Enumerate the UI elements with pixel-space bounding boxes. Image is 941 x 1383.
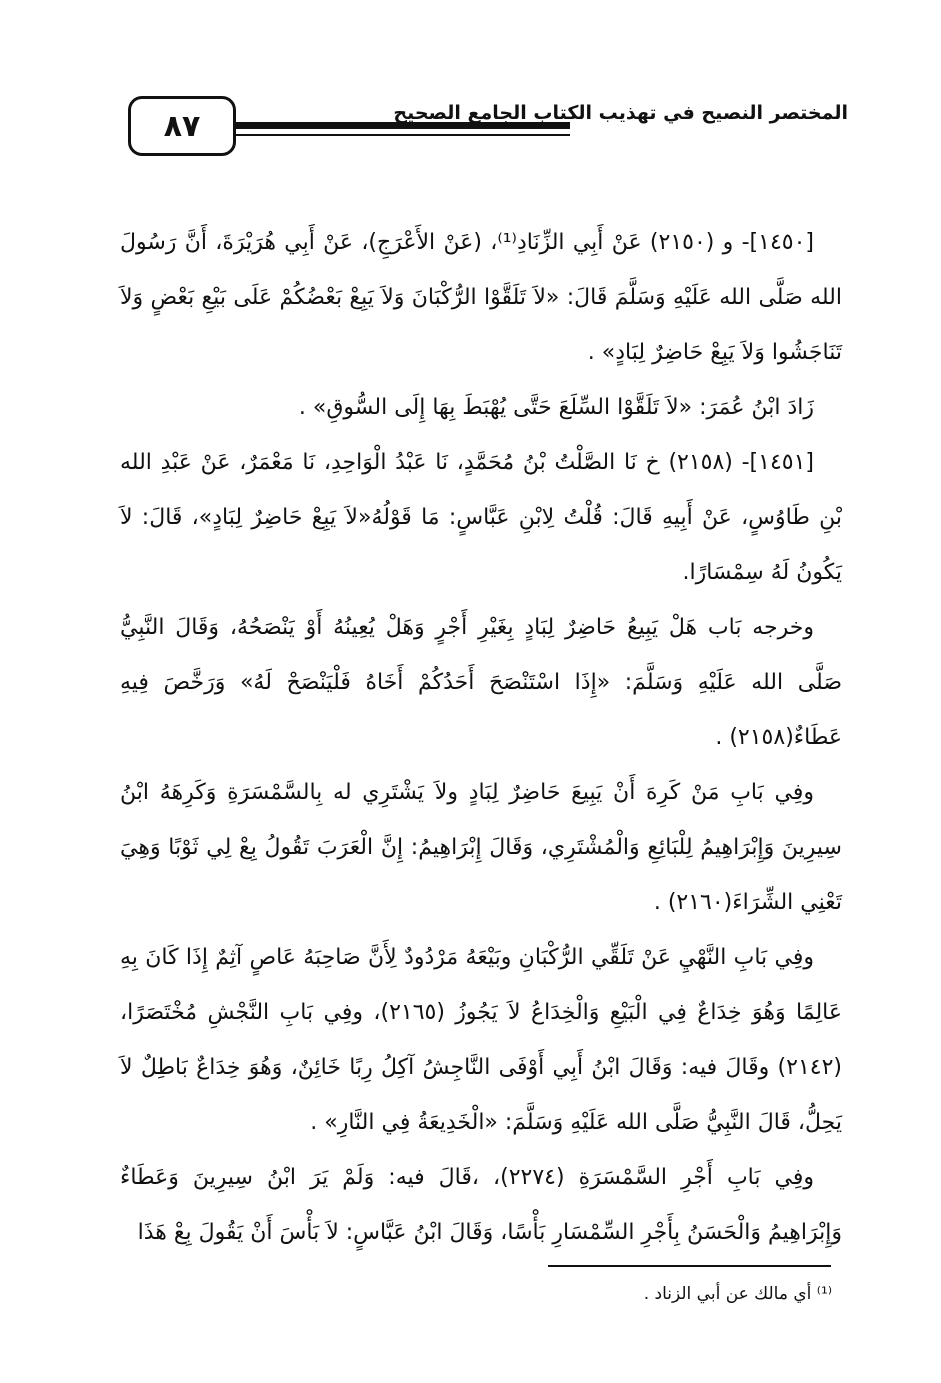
main-text [120, 215, 842, 1260]
page-number-box [128, 96, 236, 156]
footnote: ⁽¹⁾ أي مالك عن أبي الزناد . [643, 1284, 832, 1304]
paragraph-ibn-umar-addition: زَادَ ابْنُ عُمَرَ: «لاَ تَلَقَّوْا السِّلَعَ حَتَّى يُهْبَطَ بِهَا إِلَى السُّوقِ» . [298, 395, 814, 420]
paragraph-hadith-1450: [١٤٥٠]- و (٢١٥٠) عَنْ أَبِي الزِّنَادِ⁽¹⁾، (عَنْ الأَعْرَجِ)، عَنْ أَبِي هُرَيْرَةَ، أَنَّ رَسُولَ الله صَلَّى الله عَلَيْهِ وَسَلَّمَ قَالَ: «لاَ تَلَقَّوْا الرُّكْبَانَ وَلاَ يَبِعْ بَعْضُكُمْ عَلَى بَيْعِ بَعْضٍ وَلاَ تَنَاجَشُوا وَلاَ يَبِعْ حَاضِرٌ لِبَادٍ» . [120, 230, 842, 365]
page-header [128, 96, 848, 160]
footnote-divider [548, 1265, 831, 1267]
paragraph-bab-hal-yabi: وخرجه بَاب هَلْ يَبِيعُ حَاضِرٌ لِبَادٍ بِغَيْرِ أَجْرٍ وَهَلْ يُعِينُهُ أَوْ يَنْصَحُهُ، وَقَالَ النَّبِيُّ صَلَّى الله عَلَيْهِ وَسَلَّمَ: «إِذَا اسْتَنْصَحَ أَحَدُكُمْ أَخَاهُ فَلْيَنْصَحْ لَهُ» وَرَخَّصَ فِيهِ عَطَاءٌ(٢١٥٨) . [120, 615, 842, 750]
running-title: المختصر النصيح في تهذيب الكتاب الجامع الصحيح [393, 102, 848, 124]
header-rule-thin [232, 134, 570, 136]
paragraph-bab-an-nahy: وفِي بَابِ النَّهْيِ عَنْ تَلَقِّي الرُّكْبَانِ وبَيْعَهُ مَرْدُودٌ لِأَنَّ صَاحِبَهُ عَاصٍ آثِمٌ إِذَا كَانَ بِهِ عَالِمًا وَهُوَ خِدَاعٌ فِي الْبَيْعِ وَالْخِدَاعُ لاَ يَجُوزُ (٢١٦٥)، وفِي بَابِ النَّجْشِ مُخْتَصَرًا، (٢١٤٢) وقَالَ فيه: وَقَالَ ابْنُ أَبِي أَوْفَى النَّاجِشُ آكِلُ رِبًا خَائِنٌ، وَهُوَ خِدَاعٌ بَاطِلٌ لاَ يَحِلُّ، قَالَ النَّبِيُّ صَلَّى الله عَلَيْهِ وَسَلَّمَ: «الْخَدِيعَةُ فِي النَّارِ» . [120, 945, 842, 1135]
paragraph-hadith-1451: [١٤٥١]- (٢١٥٨) خ نَا الصَّلْتُ بْنُ مُحَمَّدٍ، نَا عَبْدُ الْوَاحِدِ، نَا مَعْمَرٌ، عَنْ عَبْدِ الله بْنِ طَاوُسٍ، عَنْ أَبِيهِ قَالَ: قُلْتُ لِابْنِ عَبَّاسٍ: مَا قَوْلُهُ«لاَ يَبِعْ حَاضِرٌ لِبَادٍ»، قَالَ: لاَ يَكُونُ لَهُ سِمْسَارًا. [120, 450, 842, 585]
page-number: ٨٧ [163, 108, 201, 144]
paragraph-bab-man-kariha: وفِي بَابِ مَنْ كَرِهَ أَنْ يَبِيعَ حَاضِرٌ لِبَادٍ ولاَ يَشْتَرِي له بِالسَّمْسَرَةِ وَكَرِهَهُ ابْنُ سِيرِينَ وَإِبْرَاهِيمُ لِلْبَائِعِ وَالْمُشْتَرِي، وَقَالَ إِبْرَاهِيمُ: إِنَّ الْعَرَبَ تَقُولُ بِعْ لِي ثَوْبًا وَهِيَ تَعْنِي الشِّرَاءَ(٢١٦٠) . [120, 780, 842, 915]
paragraph-bab-ajr-as-samsara: وفِي بَابِ أَجْرِ السَّمْسَرَةِ (٢٢٧٤)، ،قَالَ فيه: وَلَمْ يَرَ ابْنُ سِيرِينَ وَعَطَاءٌ وَإِبْرَاهِيمُ وَالْحَسَنُ بِأَجْرِ السِّمْسَارِ بَأْسًا، وَقَالَ ابْنُ عَبَّاسٍ: لاَ بَأْسَ أَنْ يَقُولَ بِعْ هَذَا [120, 1165, 842, 1245]
